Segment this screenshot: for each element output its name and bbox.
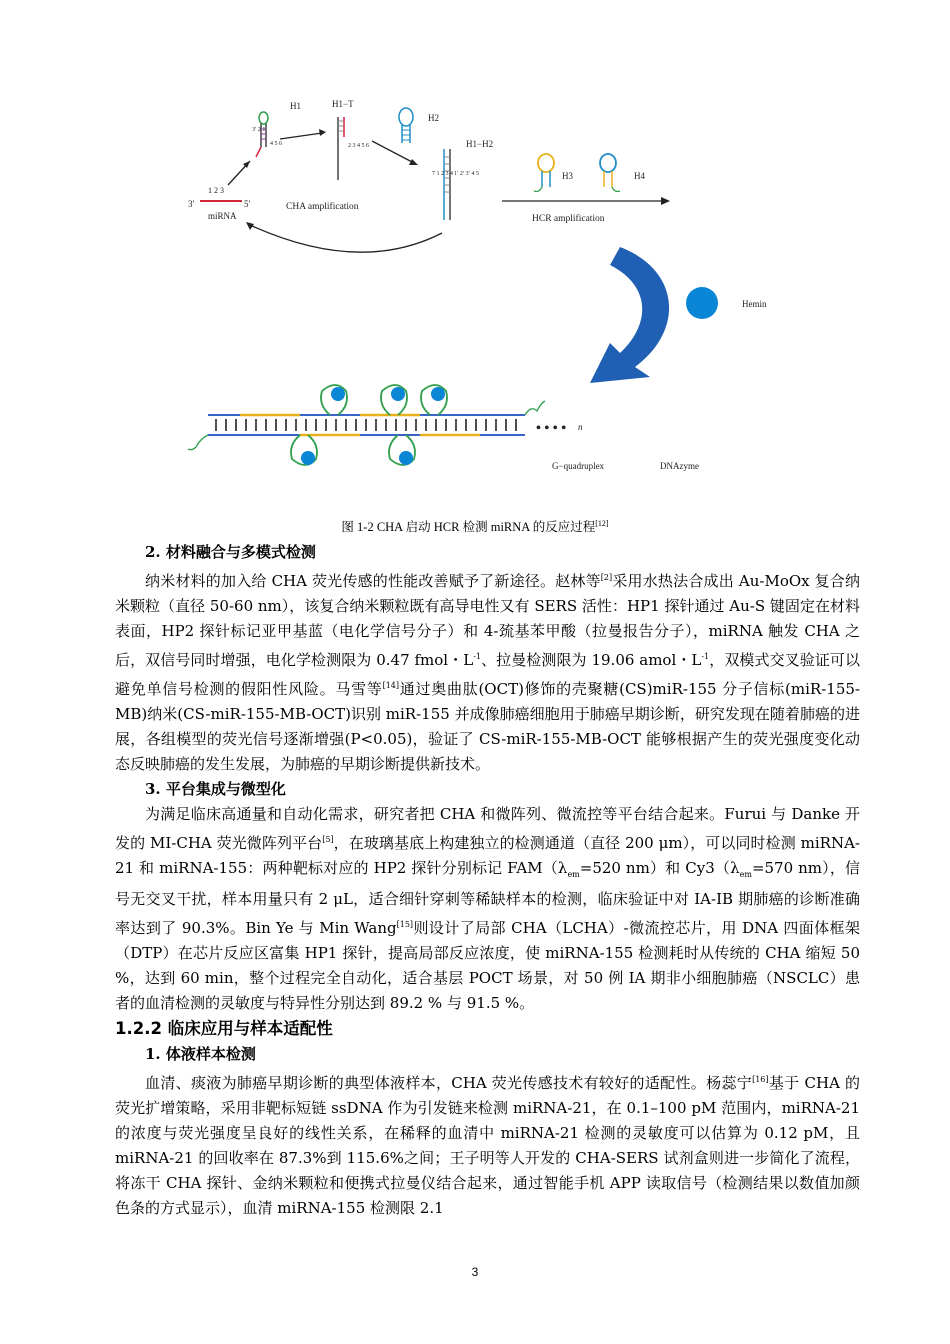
text-run: 通过奥曲肽(OCT)修饰的壳聚糖(CS)miR-155 分子信标(miR-155-MB)纳米(CS-miR-155-MB-OCT)识别 miR-155 并成像肺癌细胞用于肺癌早期诊断，研究发现在随着肺癌的进展，各组模型的荧光信号逐渐增强(P<0.05)，验证了 CS-miR-155-MB-OCT 能够根据产生的荧光强度变化动态反映肺癌的发生发展，为肺癌的早期诊断提供新技术。 <box>115 680 860 773</box>
label-h2: H2 <box>428 113 439 123</box>
citation: [5] <box>322 835 334 844</box>
arrow-to-h1h2 <box>372 141 414 163</box>
h1h2-numbers-right: 1′ 2′ 3′ 4 5 <box>454 171 479 177</box>
label-h4: H4 <box>634 171 645 181</box>
label-dnazyme: DNAzyme <box>660 461 699 471</box>
citation: [14] <box>382 681 399 690</box>
text-run: 采用水热法合成出 Au-MoOx 复合纳米颗粒（直径 50-60 nm），该复合纳米颗粒既有高导电性又有 SERS 活性：HP1 探针通过 Au-S 键固定在材料表面，HP2 探针标记亚甲基蓝（电化学信号分子）和 4-巯基苯甲酸（拉曼报告分子），miRNA 触发 CHA 之后，双信号同时增强，电化学检测限为 0.47 fmol・L <box>115 572 860 669</box>
text-run: 、拉曼检测限为 19.06 amol・L <box>480 651 702 669</box>
g-quadruplex-bottom-1 <box>291 435 317 465</box>
g-quadruplex-top-3 <box>421 385 447 415</box>
g-quadruplex-top-2 <box>381 385 407 415</box>
dna-duplex <box>188 401 545 450</box>
h2-hairpin <box>399 108 413 143</box>
h1-numbers: 3′ 2 1 <box>252 127 266 133</box>
paragraph-body-fluid <box>115 1067 860 1221</box>
heading-platform-integration: 3. 平台集成与微型化 <box>145 780 286 798</box>
text-run: ，双模式交叉验证可以避免单信号检测的假阳性风险。马雪等 <box>115 651 860 698</box>
h4-hairpin <box>600 154 620 192</box>
text-run: 为满足临床高通量和自动化需求，研究者把 CHA 和微阵列、微流控等平台结合起来。Furui 与 Danke 开发的 MI-CHA 荧光微阵列平台 <box>115 805 860 852</box>
label-5prime: 5′ <box>244 199 251 209</box>
curved-blue-arrow <box>590 247 669 383</box>
superscript: -1 <box>473 652 481 661</box>
h1t-duplex <box>338 117 344 180</box>
heading-material-fusion: 2. 材料融合与多模式检测 <box>145 543 316 561</box>
citation: [2] <box>600 573 613 582</box>
h3-hairpin <box>534 154 554 192</box>
h1t-numbers: 2 3 4 5 6 <box>348 143 369 149</box>
arrow-h1-to-h1t <box>280 133 322 139</box>
arrowhead-h1-to-h1t <box>319 129 326 136</box>
figure-cha-hcr-diagram <box>180 85 820 495</box>
label-mirna: miRNA <box>208 211 237 221</box>
caption-text: 图 1-2 CHA 启动 HCR 检测 miRNA 的反应过程 <box>341 520 596 534</box>
g-quadruplex-top-1 <box>321 385 347 415</box>
citation: [16] <box>752 1075 769 1084</box>
text-run: ，在玻璃基底上构建独立的检测通道（直径 200 μm），可以同时检测 miRNA-21 和 miRNA-155：两种靶标对应的 HP2 探针分别标记 FAM（λ <box>115 834 860 877</box>
label-3prime: 3′ <box>188 199 195 209</box>
label-hcr-amplification: HCR amplification <box>532 214 605 224</box>
label-dots: • • • • <box>536 421 567 436</box>
text-run: =570 nm），信号无交叉干扰，样本用量只有 2 μL，适合细针穿刺等稀缺样本的检测，临床验证中对 IA-IB 期肺癌的诊断准确率达到了 90.3%。Bin Ye 与 Min Wang <box>115 859 860 937</box>
h1h2-duplex <box>444 149 450 220</box>
label-mirna-numbers: 1 2 3 <box>208 186 224 195</box>
subscript: em <box>739 870 752 879</box>
page-number: 3 <box>471 1265 479 1279</box>
text-run: 纳米材料的加入给 CHA 荧光传感的性能改善赋予了新途径。赵林等 <box>145 572 601 590</box>
return-arrow <box>250 225 442 252</box>
paragraph-material-fusion <box>115 565 860 777</box>
hcr-arrowhead <box>661 197 670 205</box>
figure-caption <box>0 517 950 535</box>
g-quadruplex-bottom-2 <box>389 435 415 465</box>
hemin-sphere <box>686 287 718 319</box>
label-hemin: Hemin <box>742 299 767 309</box>
caption-ref: [12] <box>595 518 609 528</box>
label-n: n <box>578 422 583 432</box>
label-h1: H1 <box>290 101 301 111</box>
subscript: em <box>567 870 580 879</box>
section-material-fusion <box>115 540 860 1221</box>
superscript: -1 <box>701 652 710 661</box>
heading-body-fluid: 1. 体液样本检测 <box>145 1045 256 1063</box>
h1-numbers-right: 4 5 6 <box>270 141 282 147</box>
label-h3: H3 <box>562 171 573 181</box>
text-run: 血清、痰液为肺癌早期诊断的典型体液样本，CHA 荧光传感技术有较好的适配性。杨蕊宁 <box>145 1074 753 1092</box>
arrowhead-to-h1h2 <box>409 159 418 165</box>
label-g-quadruplex: G−quadruplex <box>552 461 605 471</box>
label-h1t: H1−T <box>332 99 354 109</box>
paragraph-platform-integration <box>115 802 860 1016</box>
text-run: =520 nm）和 Cy3（λ <box>579 859 740 877</box>
label-h1h2: H1−H2 <box>466 139 494 149</box>
text-run: 则设计了局部 CHA（LCHA）-微流控芯片，用 DNA 四面体框架（DTP）在芯片反应区富集 HP1 探针，提高局部反应浓度，使 miRNA-155 检测耗时从传统的 CHA 缩短 50 %，达到 60 min，整个过程完全自动化，适合基层 POCT 场景，对 50 例 IA 期非小细胞肺癌（NSCLC）患者的血清检测的灵敏度与特异性分别达到 89.2 % 与 91.5 %。 <box>115 919 860 1012</box>
text-run: 基于 CHA 的荧光扩增策略，采用非靶标短链 ssDNA 作为引发链来检测 miRNA-21，在 0.1–100 pM 范围内，miRNA-21 的浓度与荧光强度呈良好的线性关系，在稀释的血清中 miRNA-21 检测的灵敏度可以估算为 0.12 pM，且 miRNA-21 的回收率在 87.3%到 115.6%之间；王子明等人开发的 CHA-SERS 试剂盒则进一步简化了流程，将冻干 CHA 探针、金纳米颗粒和便携式拉曼仪结合起来，通过智能手机 APP 读取信号（检测结果以数值加颜色条的方式显示），血清 miRNA-155 检测限 2.1 <box>115 1074 860 1217</box>
h1-hairpin <box>256 112 268 157</box>
label-cha-amplification: CHA amplification <box>286 202 359 212</box>
h1h2-numbers-left: 7 1 2 3 4 <box>432 171 453 177</box>
citation: [15] <box>396 920 414 929</box>
heading-clinical-application: 1.2.2 临床应用与样本适配性 <box>115 1019 333 1038</box>
